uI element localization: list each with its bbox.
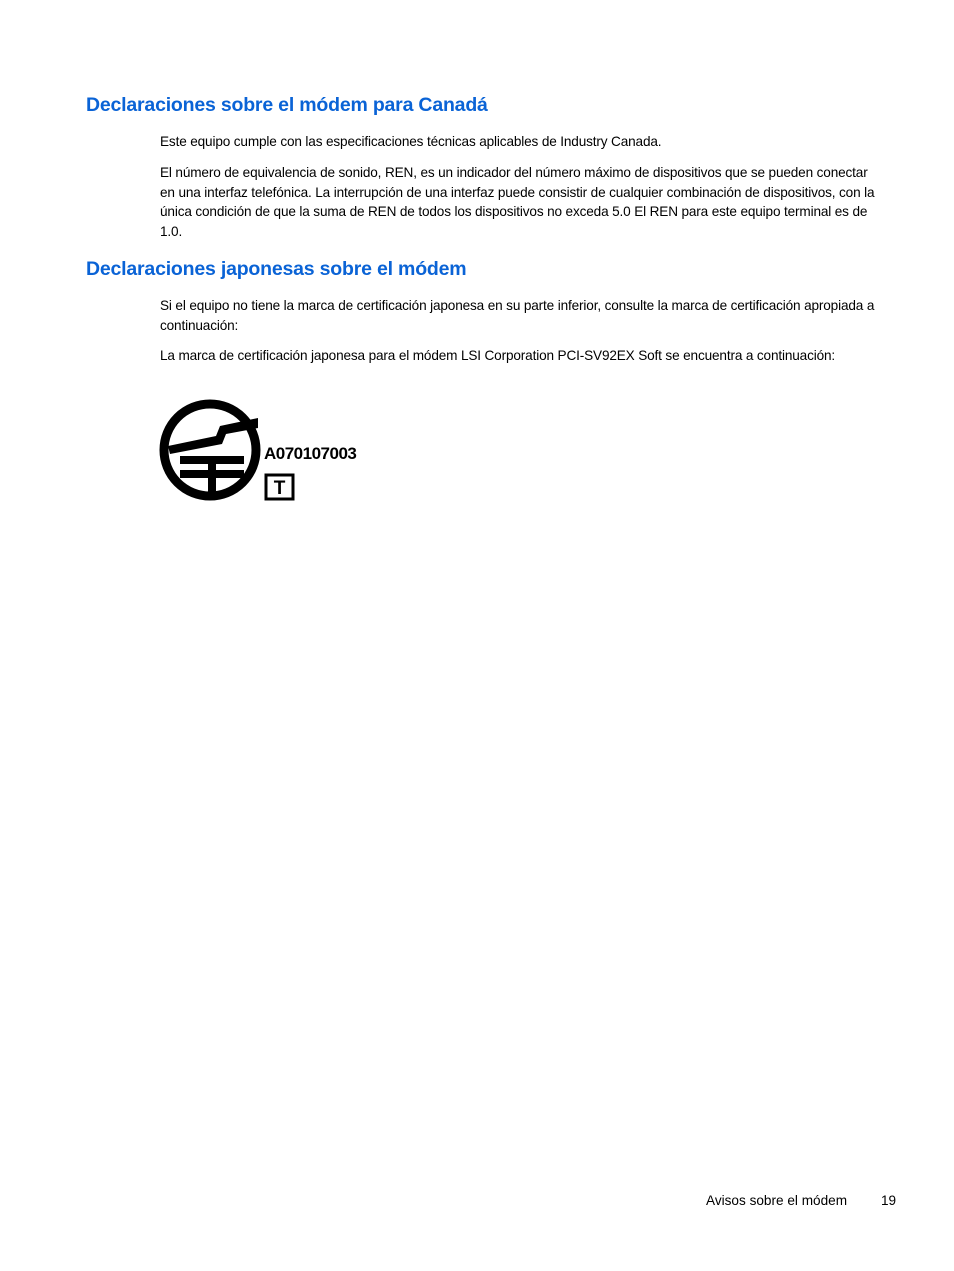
paragraph-canada-compliance: Este equipo cumple con las especificaciones técnicas aplicables de Industry Canada. — [160, 134, 662, 149]
paragraph-japan-mark-location: La marca de certificación japonesa para el módem LSI Corporation PCI-SV92EX Soft se encuentra a continuación: — [160, 348, 836, 363]
t-box-icon — [266, 475, 293, 499]
section-heading-japan: Declaraciones japonesas sobre el módem — [86, 258, 467, 280]
section-heading-canada: Declaraciones sobre el módem para Canadá — [86, 94, 488, 116]
japan-certification-mark — [158, 396, 368, 506]
certification-code: A070107003 — [264, 444, 357, 463]
paragraph-canada-ren: El número de equivalencia de sonido, REN, es un indicador del número máximo de dispositivos que se pueden conectar en una interfaz telefónica. La interrupción de una interfaz puede consistir de cualquier combinación de dispositivos, con la única condición de que la suma de REN de todos los dispositivos no exceda 5.0 El REN para este equipo terminal es de 1.0. — [160, 165, 875, 239]
footer-section-title: Avisos sobre el módem — [706, 1193, 848, 1208]
paragraph-japan-no-mark: Si el equipo no tiene la marca de certificación japonesa en su parte inferior, consulte la marca de certificación apropiada a continuación: — [160, 298, 875, 333]
certification-letter: T — [273, 478, 286, 499]
footer-page-number: 19 — [881, 1193, 897, 1208]
telecom-circle-icon — [164, 404, 258, 496]
